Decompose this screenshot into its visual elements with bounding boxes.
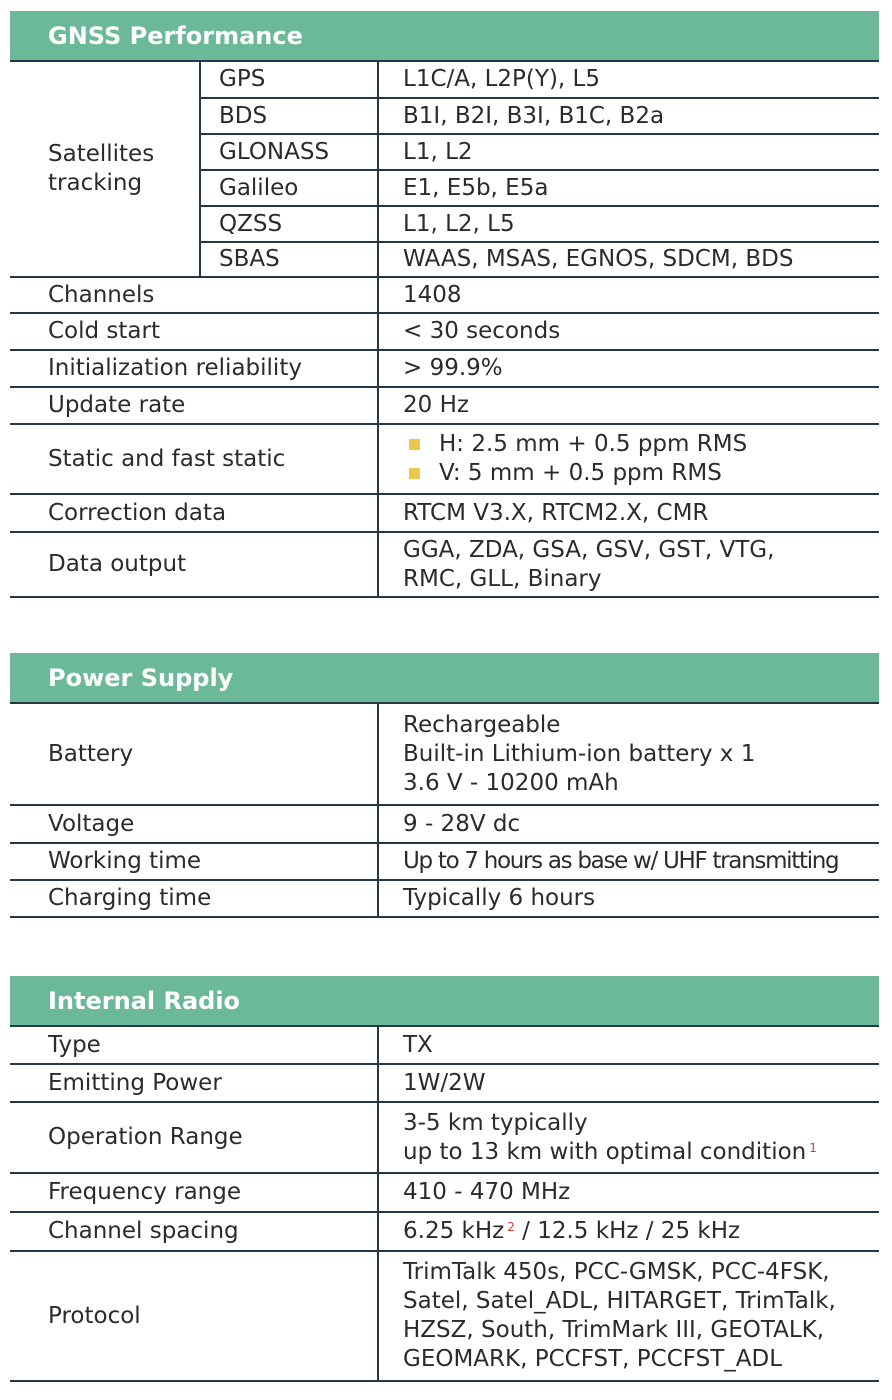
battery-line: Built-in Lithium-ion battery x 1 bbox=[403, 740, 756, 767]
table-row bbox=[10, 880, 879, 917]
channel-spacing-rest: / 12.5 kHz / 25 kHz bbox=[522, 1218, 741, 1244]
table-row bbox=[10, 424, 879, 494]
channel-spacing-label: Channel spacing bbox=[10, 1212, 378, 1251]
table-row bbox=[10, 1251, 879, 1381]
init-reliability-label: Initialization reliability bbox=[10, 350, 378, 387]
emitting-power-value: 1W/2W bbox=[378, 1064, 879, 1102]
table-row bbox=[10, 1102, 879, 1173]
charging-time-label: Charging time bbox=[10, 880, 378, 917]
channels-label: Channels bbox=[10, 277, 378, 313]
data-output-line: GGA, ZDA, GSA, GSV, GST, VTG, bbox=[403, 536, 775, 563]
working-time-value: Up to 7 hours as base w/ UHF transmitting bbox=[378, 843, 879, 880]
frequency-range-value: 410 - 470 MHz bbox=[378, 1173, 879, 1212]
static-vertical-accuracy: V: 5 mm + 0.5 ppm RMS bbox=[403, 459, 879, 488]
table-row bbox=[10, 1173, 879, 1212]
internal-radio-table bbox=[10, 1027, 879, 1382]
frequency-range-label: Frequency range bbox=[10, 1173, 378, 1212]
data-output-line: RMC, GLL, Binary bbox=[403, 565, 602, 592]
protocol-line: GEOMARK, PCCFST, PCCFST_ADL bbox=[403, 1346, 783, 1372]
operation-range-optimal: up to 13 km with optimal condition bbox=[403, 1138, 807, 1165]
update-rate-value: 20 Hz bbox=[378, 387, 879, 424]
channel-spacing-value bbox=[378, 1212, 879, 1251]
constellation-signals: L1C/A, L2P(Y), L5 bbox=[378, 62, 879, 98]
data-output-label: Data output bbox=[10, 532, 378, 597]
power-supply-header: Power Supply bbox=[10, 653, 879, 704]
table-row bbox=[10, 532, 879, 597]
constellation-name: GPS bbox=[200, 62, 378, 98]
table-row bbox=[10, 277, 879, 313]
constellation-signals: WAAS, MSAS, EGNOS, SDCM, BDS bbox=[378, 242, 879, 277]
table-row bbox=[10, 350, 879, 387]
table-row bbox=[10, 1212, 879, 1251]
internal-radio-header: Internal Radio bbox=[10, 976, 879, 1027]
update-rate-label: Update rate bbox=[10, 387, 378, 424]
type-value: TX bbox=[378, 1027, 879, 1064]
protocol-line: HZSZ, South, TrimMark III, GEOTALK, bbox=[403, 1317, 825, 1343]
static-horizontal-accuracy: H: 2.5 mm + 0.5 ppm RMS bbox=[403, 430, 879, 459]
data-output-value bbox=[378, 532, 879, 597]
correction-data-label: Correction data bbox=[10, 494, 378, 532]
table-row bbox=[10, 494, 879, 532]
emitting-power-label: Emitting Power bbox=[10, 1064, 378, 1102]
voltage-value: 9 - 28V dc bbox=[378, 805, 879, 843]
power-supply-table bbox=[10, 704, 879, 918]
operation-range-line bbox=[403, 1138, 879, 1167]
protocol-label: Protocol bbox=[10, 1251, 378, 1381]
table-row bbox=[10, 843, 879, 880]
table-row bbox=[10, 1064, 879, 1102]
working-time-label: Working time bbox=[10, 843, 378, 880]
channel-spacing-first: 6.25 kHz bbox=[403, 1218, 505, 1244]
constellation-signals: L1, L2 bbox=[378, 134, 879, 170]
constellation-signals: B1I, B2I, B3I, B1C, B2a bbox=[378, 98, 879, 134]
operation-range-line: 3-5 km typically bbox=[403, 1109, 588, 1136]
gnss-performance-section bbox=[10, 11, 879, 598]
table-row bbox=[10, 313, 879, 350]
cold-start-value: < 30 seconds bbox=[378, 313, 879, 350]
table-row bbox=[10, 704, 879, 805]
static-values bbox=[378, 424, 879, 494]
constellation-name: GLONASS bbox=[200, 134, 378, 170]
constellation-name: SBAS bbox=[200, 242, 378, 277]
operation-range-label: Operation Range bbox=[10, 1102, 378, 1173]
constellation-name: Galileo bbox=[200, 170, 378, 206]
gnss-performance-table bbox=[10, 62, 879, 598]
protocol-line: Satel, Satel_ADL, HITARGET, TrimTalk, bbox=[403, 1288, 836, 1314]
footnote-marker: 1 bbox=[809, 1140, 817, 1155]
constellation-name: BDS bbox=[200, 98, 378, 134]
table-row bbox=[10, 805, 879, 843]
gnss-performance-header: GNSS Performance bbox=[10, 11, 879, 62]
charging-time-value: Typically 6 hours bbox=[378, 880, 879, 917]
table-row bbox=[10, 62, 879, 98]
operation-range-value bbox=[378, 1102, 879, 1173]
channels-value: 1408 bbox=[378, 277, 879, 313]
internal-radio-section bbox=[10, 976, 879, 1382]
table-row bbox=[10, 1027, 879, 1064]
static-label: Static and fast static bbox=[10, 424, 378, 494]
battery-value bbox=[378, 704, 879, 805]
init-reliability-value: > 99.9% bbox=[378, 350, 879, 387]
protocol-value bbox=[378, 1251, 879, 1381]
cold-start-label: Cold start bbox=[10, 313, 378, 350]
voltage-label: Voltage bbox=[10, 805, 378, 843]
footnote-marker: 2 bbox=[507, 1220, 515, 1234]
battery-line: 3.6 V - 10200 mAh bbox=[403, 769, 619, 796]
protocol-line: TrimTalk 450s, PCC-GMSK, PCC-4FSK, bbox=[403, 1259, 830, 1285]
battery-label: Battery bbox=[10, 704, 378, 805]
correction-data-value: RTCM V3.X, RTCM2.X, CMR bbox=[378, 494, 879, 532]
satellites-tracking-label: Satellites tracking bbox=[10, 62, 200, 277]
battery-line: Rechargeable bbox=[403, 711, 561, 738]
type-label: Type bbox=[10, 1027, 378, 1064]
constellation-name: QZSS bbox=[200, 206, 378, 242]
power-supply-section bbox=[10, 653, 879, 918]
constellation-signals: L1, L2, L5 bbox=[378, 206, 879, 242]
constellation-signals: E1, E5b, E5a bbox=[378, 170, 879, 206]
table-row bbox=[10, 387, 879, 424]
